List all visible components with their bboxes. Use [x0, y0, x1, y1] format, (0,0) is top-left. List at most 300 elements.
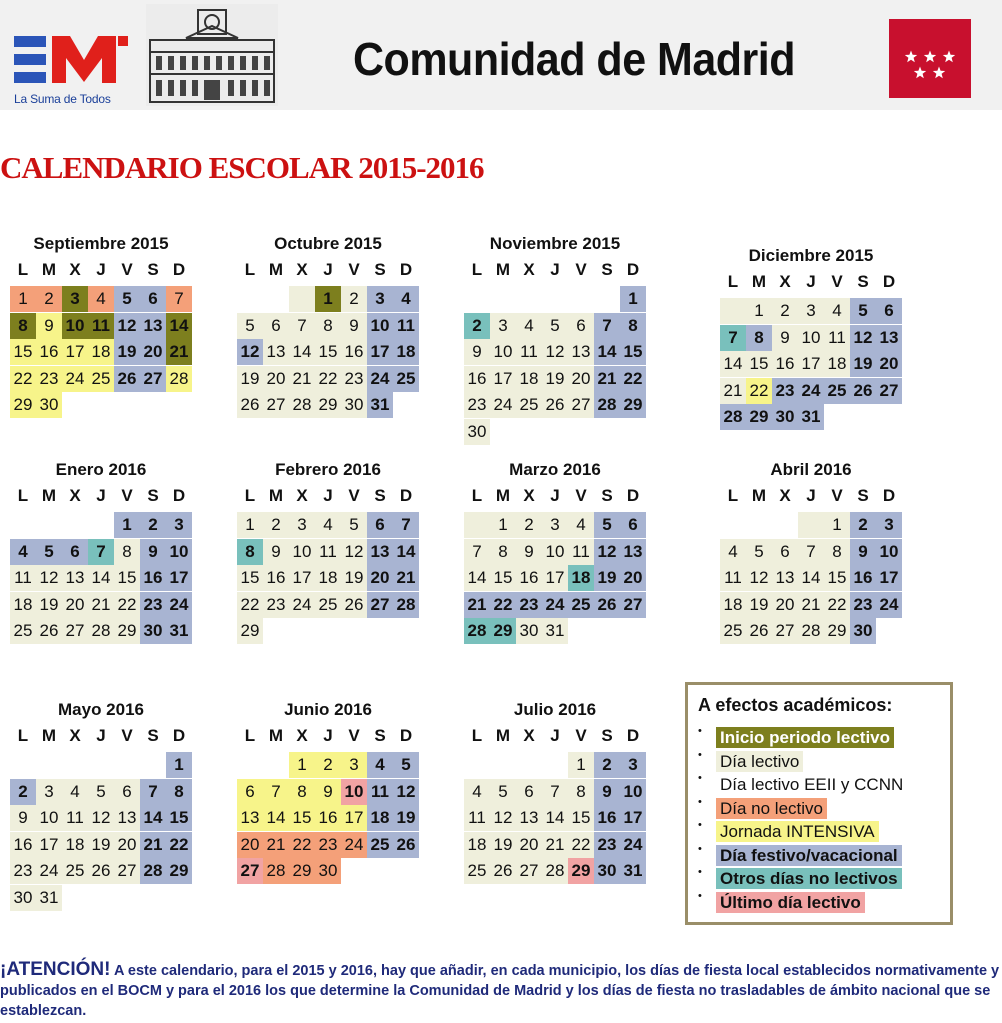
- day-cell: 7: [88, 539, 114, 565]
- bullet-icon: •: [698, 889, 702, 902]
- month-name: Septiembre 2015: [33, 234, 169, 253]
- day-cell: 14: [542, 805, 568, 831]
- legend-label: Otros días no lectivos: [716, 868, 902, 889]
- day-cell: 23: [850, 592, 876, 618]
- day-cell: 14: [594, 339, 620, 365]
- weekday-label: D: [172, 260, 186, 279]
- day-cell: 30: [140, 618, 166, 644]
- day-cell: 11: [568, 539, 594, 565]
- day-cell: 25: [720, 618, 746, 644]
- day-cell: 21: [798, 592, 824, 618]
- day-cell: 16: [464, 366, 490, 392]
- weekday-label: V: [348, 486, 360, 505]
- weekday-label: S: [374, 260, 386, 279]
- day-cell: 1: [114, 512, 140, 538]
- weekday-label: J: [550, 486, 560, 505]
- day-cell: 28: [166, 366, 192, 392]
- day-cell: 28: [542, 858, 568, 884]
- day-cell: 17: [620, 805, 646, 831]
- day-cell: 4: [720, 539, 746, 565]
- day-cell: 6: [876, 298, 902, 324]
- day-cell: 27: [263, 392, 289, 418]
- weekday-label: V: [121, 726, 133, 745]
- weekday-label: M: [751, 272, 767, 291]
- day-cell: 23: [516, 592, 542, 618]
- day-cell: 12: [490, 805, 516, 831]
- weekday-label: M: [41, 260, 57, 279]
- day-cell: 27: [568, 392, 594, 418]
- day-cell: 20: [140, 339, 166, 365]
- attention-notice: [0, 960, 1002, 1021]
- weekday-label: S: [601, 726, 613, 745]
- day-cell: 14: [720, 351, 746, 377]
- day-cell: 29: [490, 618, 516, 644]
- day-cell: 5: [393, 752, 419, 778]
- month-name: Enero 2016: [55, 460, 147, 479]
- day-cell: 29: [315, 392, 341, 418]
- day-cell: 13: [237, 805, 263, 831]
- day-cell: 13: [568, 339, 594, 365]
- day-cell: 19: [490, 832, 516, 858]
- day-cell: 27: [516, 858, 542, 884]
- weekday-label: J: [96, 260, 106, 279]
- day-cell: 24: [542, 592, 568, 618]
- weekday-label: V: [348, 726, 360, 745]
- day-cell: 16: [341, 339, 367, 365]
- day-cell: 28: [594, 392, 620, 418]
- day-cell: 29: [289, 858, 315, 884]
- day-cell: 19: [393, 805, 419, 831]
- day-cell: 2: [772, 298, 798, 324]
- day-cell: 27: [876, 378, 902, 404]
- weekday-label: M: [495, 260, 511, 279]
- day-cell: 30: [341, 392, 367, 418]
- day-cell: 15: [166, 805, 192, 831]
- day-cell: 24: [490, 392, 516, 418]
- day-cell: 7: [720, 325, 746, 351]
- day-cell: 8: [289, 779, 315, 805]
- day-cell: 26: [114, 366, 140, 392]
- day-cell: 18: [367, 805, 393, 831]
- day-cell: 12: [237, 339, 263, 365]
- day-cell: 14: [798, 565, 824, 591]
- empty-day-cell: [720, 298, 746, 324]
- month-name: Noviembre 2015: [489, 234, 621, 253]
- weekday-label: V: [121, 486, 133, 505]
- day-cell: 9: [516, 539, 542, 565]
- day-cell: 23: [464, 392, 490, 418]
- day-cell: 26: [341, 592, 367, 618]
- weekday-label: D: [626, 260, 640, 279]
- weekday-label: D: [882, 272, 896, 291]
- day-cell: 28: [393, 592, 419, 618]
- day-cell: 9: [10, 805, 36, 831]
- day-cell: 19: [341, 565, 367, 591]
- day-cell: 13: [140, 313, 166, 339]
- day-cell: 21: [542, 832, 568, 858]
- day-cell: 15: [746, 351, 772, 377]
- day-cell: 21: [140, 832, 166, 858]
- weekday-label: M: [268, 260, 284, 279]
- day-cell: 26: [237, 392, 263, 418]
- day-cell: 22: [166, 832, 192, 858]
- day-cell: 14: [263, 805, 289, 831]
- day-cell: 8: [568, 779, 594, 805]
- day-cell: 16: [594, 805, 620, 831]
- day-cell: 22: [114, 592, 140, 618]
- day-cell: 18: [393, 339, 419, 365]
- day-cell: 25: [393, 366, 419, 392]
- day-cell: 19: [36, 592, 62, 618]
- day-cell: 9: [341, 313, 367, 339]
- day-cell: 22: [746, 378, 772, 404]
- day-cell: 11: [720, 565, 746, 591]
- day-cell: 3: [289, 512, 315, 538]
- day-cell: 20: [772, 592, 798, 618]
- day-cell: 8: [10, 313, 36, 339]
- attention-label: ¡ATENCIÓN!: [0, 959, 111, 980]
- day-cell: 27: [114, 858, 140, 884]
- weekday-label: X: [779, 272, 791, 291]
- day-cell: 29: [746, 404, 772, 430]
- day-cell: 5: [490, 779, 516, 805]
- day-cell: 31: [542, 618, 568, 644]
- day-cell: 24: [620, 832, 646, 858]
- day-cell: 18: [62, 832, 88, 858]
- legend-label: Día no lectivo: [716, 798, 827, 819]
- weekday-label: S: [857, 486, 869, 505]
- day-cell: 25: [88, 366, 114, 392]
- day-cell: 13: [62, 565, 88, 591]
- day-cell: 25: [62, 858, 88, 884]
- day-cell: 19: [850, 351, 876, 377]
- weekday-label: L: [244, 260, 256, 279]
- month-name: Febrero 2016: [275, 460, 381, 479]
- weekday-label: L: [244, 726, 256, 745]
- day-cell: 12: [114, 313, 140, 339]
- day-cell: 27: [772, 618, 798, 644]
- day-cell: 5: [542, 313, 568, 339]
- day-cell: 25: [464, 858, 490, 884]
- weekday-label: D: [399, 260, 413, 279]
- weekday-label: L: [727, 272, 739, 291]
- day-cell: 26: [490, 858, 516, 884]
- weekday-label: X: [69, 726, 81, 745]
- day-cell: 2: [341, 286, 367, 312]
- day-cell: 28: [88, 618, 114, 644]
- day-cell: 15: [568, 805, 594, 831]
- day-cell: 24: [36, 858, 62, 884]
- day-cell: 5: [114, 286, 140, 312]
- day-cell: 22: [237, 592, 263, 618]
- day-cell: 27: [62, 618, 88, 644]
- bullet-icon: •: [698, 772, 702, 784]
- day-cell: 7: [263, 779, 289, 805]
- day-cell: 26: [850, 378, 876, 404]
- day-cell: 15: [490, 565, 516, 591]
- weekday-label: X: [296, 260, 308, 279]
- day-cell: 10: [62, 313, 88, 339]
- suma-de-todos-logo: [14, 30, 132, 108]
- day-cell: 14: [393, 539, 419, 565]
- day-cell: 8: [315, 313, 341, 339]
- legend-label: Día lectivo: [716, 751, 803, 772]
- weekday-label: D: [399, 486, 413, 505]
- legend-label: Inicio periodo lectivo: [716, 727, 894, 748]
- day-cell: 24: [341, 832, 367, 858]
- day-cell: 15: [315, 339, 341, 365]
- day-cell: 14: [289, 339, 315, 365]
- weekday-label: L: [17, 486, 29, 505]
- day-cell: 3: [876, 512, 902, 538]
- day-cell: 2: [594, 752, 620, 778]
- day-cell: 4: [824, 298, 850, 324]
- day-cell: 8: [114, 539, 140, 565]
- day-cell: 9: [464, 339, 490, 365]
- day-cell: 3: [367, 286, 393, 312]
- day-cell: 18: [824, 351, 850, 377]
- legend-label: Jornada INTENSIVA: [716, 821, 879, 842]
- em-logo-icon: [14, 30, 132, 90]
- day-cell: 9: [140, 539, 166, 565]
- day-cell: 24: [876, 592, 902, 618]
- day-cell: 1: [10, 286, 36, 312]
- weekday-label: J: [806, 272, 816, 291]
- weekday-label: J: [323, 486, 333, 505]
- weekday-label: J: [550, 260, 560, 279]
- day-cell: 12: [393, 779, 419, 805]
- day-cell: 22: [620, 366, 646, 392]
- page-title: CALENDARIO ESCOLAR 2015-2016: [0, 150, 484, 185]
- day-cell: 18: [10, 592, 36, 618]
- weekday-label: S: [857, 272, 869, 291]
- weekday-label: V: [831, 486, 843, 505]
- weekday-label: M: [495, 726, 511, 745]
- day-cell: 3: [490, 313, 516, 339]
- month-name: Julio 2016: [513, 700, 597, 719]
- day-cell: 26: [393, 832, 419, 858]
- day-cell: 11: [464, 805, 490, 831]
- day-cell: 18: [88, 339, 114, 365]
- day-cell: 16: [850, 565, 876, 591]
- weekday-label: J: [323, 260, 333, 279]
- day-cell: 4: [88, 286, 114, 312]
- day-cell: 19: [594, 565, 620, 591]
- weekday-label: V: [831, 272, 843, 291]
- weekday-label: V: [575, 486, 587, 505]
- day-cell: 23: [772, 378, 798, 404]
- day-cell: 10: [798, 325, 824, 351]
- day-cell: 3: [62, 286, 88, 312]
- day-cell: 20: [263, 366, 289, 392]
- day-cell: 5: [88, 779, 114, 805]
- day-cell: 6: [140, 286, 166, 312]
- day-cell: 11: [367, 779, 393, 805]
- day-cell: 18: [464, 832, 490, 858]
- day-cell: 24: [62, 366, 88, 392]
- day-cell: 10: [542, 539, 568, 565]
- day-cell: 4: [516, 313, 542, 339]
- day-cell: 1: [824, 512, 850, 538]
- day-cell: 1: [620, 286, 646, 312]
- weekday-label: L: [471, 486, 483, 505]
- day-cell: 10: [620, 779, 646, 805]
- bullet-icon: •: [698, 748, 702, 761]
- month-name: Diciembre 2015: [748, 246, 874, 265]
- weekday-label: L: [17, 726, 29, 745]
- day-cell: 4: [10, 539, 36, 565]
- legend-label: Día festivo/vacacional: [716, 845, 902, 866]
- day-cell: 30: [10, 885, 36, 911]
- day-cell: 11: [516, 339, 542, 365]
- day-cell: 17: [289, 565, 315, 591]
- weekday-label: V: [575, 726, 587, 745]
- day-cell: 20: [237, 832, 263, 858]
- attention-text: A este calendario, para el 2015 y 2016, hay que añadir, en cada municipio, los días de fiesta local establecidos normativamente y publicados en el BOCM y para el 2016 los que determine la Comunidad de Madrid y los días de fiesta no trasladables de ámbito nacional que se establezcan.: [0, 963, 1000, 1019]
- day-cell: 20: [568, 366, 594, 392]
- weekday-label: L: [244, 486, 256, 505]
- day-cell: 19: [746, 592, 772, 618]
- day-cell: 28: [140, 858, 166, 884]
- weekday-label: M: [268, 726, 284, 745]
- day-cell: 6: [772, 539, 798, 565]
- day-cell: 16: [140, 565, 166, 591]
- weekday-label: X: [779, 486, 791, 505]
- madrid-flag-icon: [889, 19, 971, 98]
- day-cell: 18: [720, 592, 746, 618]
- day-cell: 21: [166, 339, 192, 365]
- day-cell: 26: [88, 858, 114, 884]
- day-cell: 6: [114, 779, 140, 805]
- day-cell: 28: [263, 858, 289, 884]
- day-cell: 21: [464, 592, 490, 618]
- day-cell: 17: [367, 339, 393, 365]
- day-cell: 30: [36, 392, 62, 418]
- day-cell: 9: [594, 779, 620, 805]
- day-cell: 17: [876, 565, 902, 591]
- weekday-label: M: [41, 726, 57, 745]
- weekday-label: M: [495, 486, 511, 505]
- weekday-label: M: [751, 486, 767, 505]
- day-cell: 8: [746, 325, 772, 351]
- day-cell: 26: [746, 618, 772, 644]
- day-cell: 8: [237, 539, 263, 565]
- day-cell: 22: [289, 832, 315, 858]
- day-cell: 11: [88, 313, 114, 339]
- weekday-label: S: [374, 486, 386, 505]
- day-cell: 20: [876, 351, 902, 377]
- day-cell: 13: [620, 539, 646, 565]
- day-cell: 4: [315, 512, 341, 538]
- day-cell: 15: [10, 339, 36, 365]
- day-cell: 31: [166, 618, 192, 644]
- day-cell: 18: [315, 565, 341, 591]
- day-cell: 12: [341, 539, 367, 565]
- weekday-label: V: [575, 260, 587, 279]
- day-cell: 19: [88, 832, 114, 858]
- day-cell: 17: [166, 565, 192, 591]
- weekday-label: J: [96, 726, 106, 745]
- day-cell: 7: [140, 779, 166, 805]
- weekday-label: D: [882, 486, 896, 505]
- weekday-label: X: [69, 486, 81, 505]
- day-cell: 4: [568, 512, 594, 538]
- day-cell: 24: [367, 366, 393, 392]
- month-name: Junio 2016: [284, 700, 372, 719]
- day-cell: 25: [568, 592, 594, 618]
- day-cell: 12: [746, 565, 772, 591]
- day-cell: 6: [367, 512, 393, 538]
- day-cell: 8: [620, 313, 646, 339]
- day-cell: 17: [542, 565, 568, 591]
- day-cell: 22: [10, 366, 36, 392]
- day-cell: 6: [237, 779, 263, 805]
- day-cell: 6: [568, 313, 594, 339]
- day-cell: 4: [367, 752, 393, 778]
- day-cell: 14: [166, 313, 192, 339]
- day-cell: 5: [850, 298, 876, 324]
- bullet-icon: •: [698, 795, 702, 808]
- day-cell: 25: [516, 392, 542, 418]
- day-cell: 25: [824, 378, 850, 404]
- day-cell: 7: [289, 313, 315, 339]
- day-cell: 23: [341, 366, 367, 392]
- day-cell: 31: [367, 392, 393, 418]
- day-cell: 15: [237, 565, 263, 591]
- day-cell: 24: [166, 592, 192, 618]
- day-cell: 9: [36, 313, 62, 339]
- day-cell: 29: [166, 858, 192, 884]
- day-cell: 20: [367, 565, 393, 591]
- day-cell: 9: [315, 779, 341, 805]
- day-cell: 7: [798, 539, 824, 565]
- day-cell: 10: [166, 539, 192, 565]
- day-cell: 29: [237, 618, 263, 644]
- day-cell: 28: [798, 618, 824, 644]
- day-cell: 20: [114, 832, 140, 858]
- day-cell: 1: [166, 752, 192, 778]
- weekday-label: L: [471, 726, 483, 745]
- casa-de-correos-icon: [146, 4, 278, 106]
- day-cell: 6: [263, 313, 289, 339]
- weekday-label: D: [626, 726, 640, 745]
- day-cell: 1: [315, 286, 341, 312]
- month-name: Abril 2016: [770, 460, 852, 479]
- day-cell: 3: [542, 512, 568, 538]
- day-cell: 3: [620, 752, 646, 778]
- day-cell: 11: [62, 805, 88, 831]
- day-cell: 27: [367, 592, 393, 618]
- empty-day-cell: [289, 286, 315, 312]
- day-cell: 4: [393, 286, 419, 312]
- day-cell: 15: [620, 339, 646, 365]
- day-cell: 17: [36, 832, 62, 858]
- day-cell: 22: [568, 832, 594, 858]
- day-cell: 29: [10, 392, 36, 418]
- day-cell: 6: [62, 539, 88, 565]
- day-cell: 2: [850, 512, 876, 538]
- day-cell: 5: [746, 539, 772, 565]
- day-cell: 7: [542, 779, 568, 805]
- weekday-label: L: [471, 260, 483, 279]
- day-cell: 26: [542, 392, 568, 418]
- day-cell: 1: [746, 298, 772, 324]
- day-cell: 22: [490, 592, 516, 618]
- bullet-icon: •: [698, 842, 702, 855]
- weekday-label: M: [41, 486, 57, 505]
- weekday-label: S: [147, 260, 159, 279]
- month-name: Mayo 2016: [58, 700, 144, 719]
